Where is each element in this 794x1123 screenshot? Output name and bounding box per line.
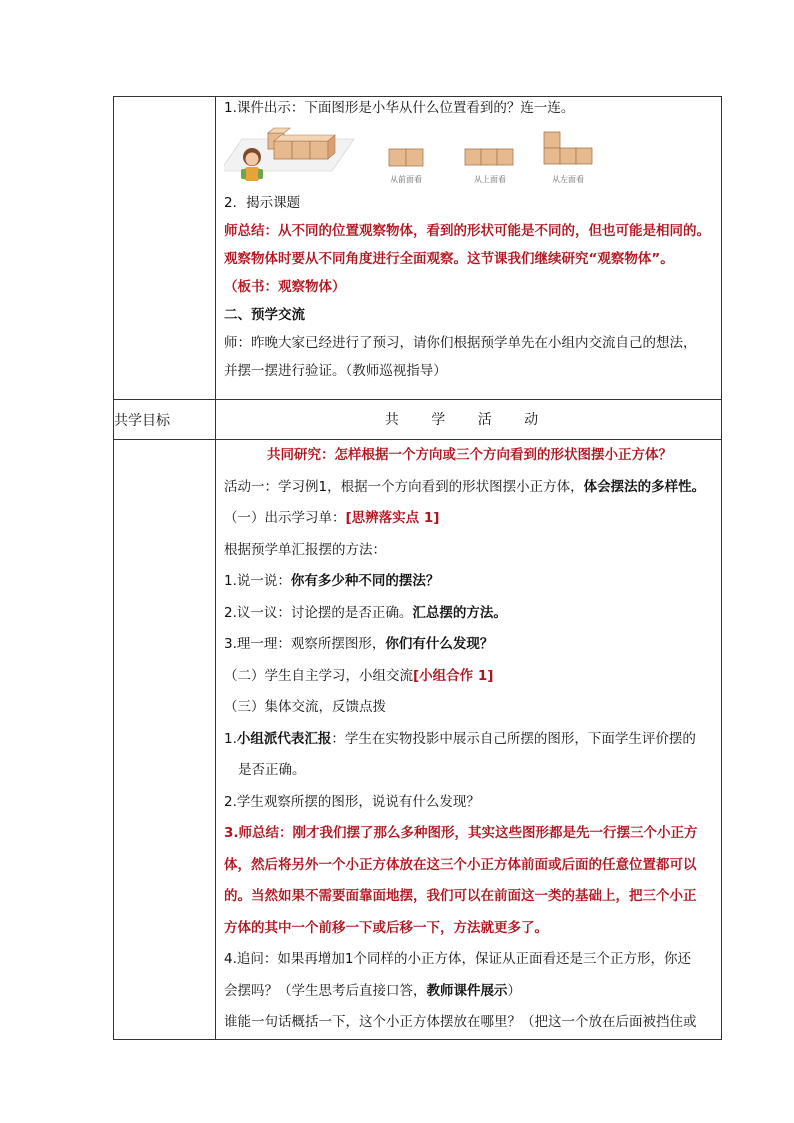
header-right-label: 共 学 活 动 [384, 411, 553, 428]
header-left [114, 400, 216, 440]
question-5: 谁能一句话概括一下，这个小正方体摆放在哪里？（把这一个放在后面被挡住或 [224, 1014, 697, 1030]
question-1: 1.小组派代表汇报：学生在实物投影中展示自己所摆的图形，下面学生评价摆的 [224, 730, 696, 747]
step-1: （一）出示学习单：[思辨落实点 1] [224, 510, 440, 526]
cube-figure [224, 119, 715, 185]
caption-front: 从前面看 [390, 175, 422, 184]
left-cell-empty [114, 440, 216, 1040]
question-4-line-1: 4.追问：如果再增加1个同样的小正方体，保证从正面看还是三个正方形，你还 [224, 951, 691, 967]
step-3: （三）集体交流，反馈点拨 [224, 699, 386, 715]
board-writing: （板书：观察物体） [224, 279, 346, 295]
table-row [114, 440, 722, 1040]
summary-line-4: 方体的其中一个前移一下或后移一下，方法就更多了。 [224, 919, 548, 936]
research-title: 共同研究：怎样根据一个方向或三个方向看到的形状图摆小正方体？ [267, 447, 672, 463]
header-left-label: 共学目标 [114, 412, 170, 429]
step-2: （二）学生自主学习，小组交流[小组合作 1] [224, 667, 494, 684]
report-line: 根据预学单汇报摆的方法： [224, 541, 386, 558]
question-1-cont: 是否正确。 [238, 762, 306, 778]
question-2: 2.学生观察所摆的图形，说说有什么发现？ [224, 793, 480, 810]
content-cell [216, 97, 722, 400]
header-right [216, 400, 722, 440]
summary-line-1: 3.师总结：刚才我们摆了那么多种图形，其实这些图形都是先一行摆三个小正方 [224, 825, 698, 841]
point-3: 3.理一理：观察所摆图形，你们有什么发现？ [224, 636, 494, 652]
summary-line-3: 的。当然如果不需要面靠面地摆，我们可以在前面这一类的基础上，把三个小正 [224, 888, 697, 904]
question-4-line-2: 会摆吗？（学生思考后直接口答，教师课件展示） [224, 982, 521, 999]
table-row [114, 97, 722, 400]
lesson-plan-table [113, 96, 722, 1040]
section-title-2: 二、预学交流 [224, 307, 305, 323]
courseware-line: 1.课件出示：下面图形是小华从什么位置看到的？连一连。 [224, 100, 575, 116]
summary-line-2: 体，然后将另外一个小正方体放在这三个小正方体前面或后面的任意位置都可以 [224, 856, 697, 873]
teacher-line-1: 师：昨晚大家已经进行了预习，请你们根据预学单先在小组内交流自己的想法， [224, 335, 697, 351]
teacher-line-2: 并摆一摆进行验证。（教师巡视指导） [224, 363, 447, 379]
left-cell-empty [114, 97, 216, 400]
teacher-summary-2: 观察物体时要从不同角度进行全面观察。这节课我们继续研究“观察物体”。 [224, 251, 674, 267]
topic-title: 2．揭示课题 [224, 195, 301, 211]
content-cell [216, 440, 722, 1040]
point-2: 2.议一议：讨论摆的是否正确。汇总摆的方法。 [224, 604, 507, 621]
teacher-summary-1: 师总结：从不同的位置观察物体，看到的形状可能是不同的，但也可能是相同的。 [224, 223, 710, 239]
caption-top: 从上面看 [474, 175, 506, 184]
table-header-row [114, 400, 722, 440]
activity-line: 活动一：学习例1，根据一个方向看到的形状图摆小正方体，体会摆法的多样性。 [224, 478, 706, 495]
cube-drawing-icon [224, 119, 604, 185]
caption-left: 从左面看 [552, 175, 584, 184]
point-1: 1.说一说：你有多少种不同的摆法？ [224, 573, 440, 589]
